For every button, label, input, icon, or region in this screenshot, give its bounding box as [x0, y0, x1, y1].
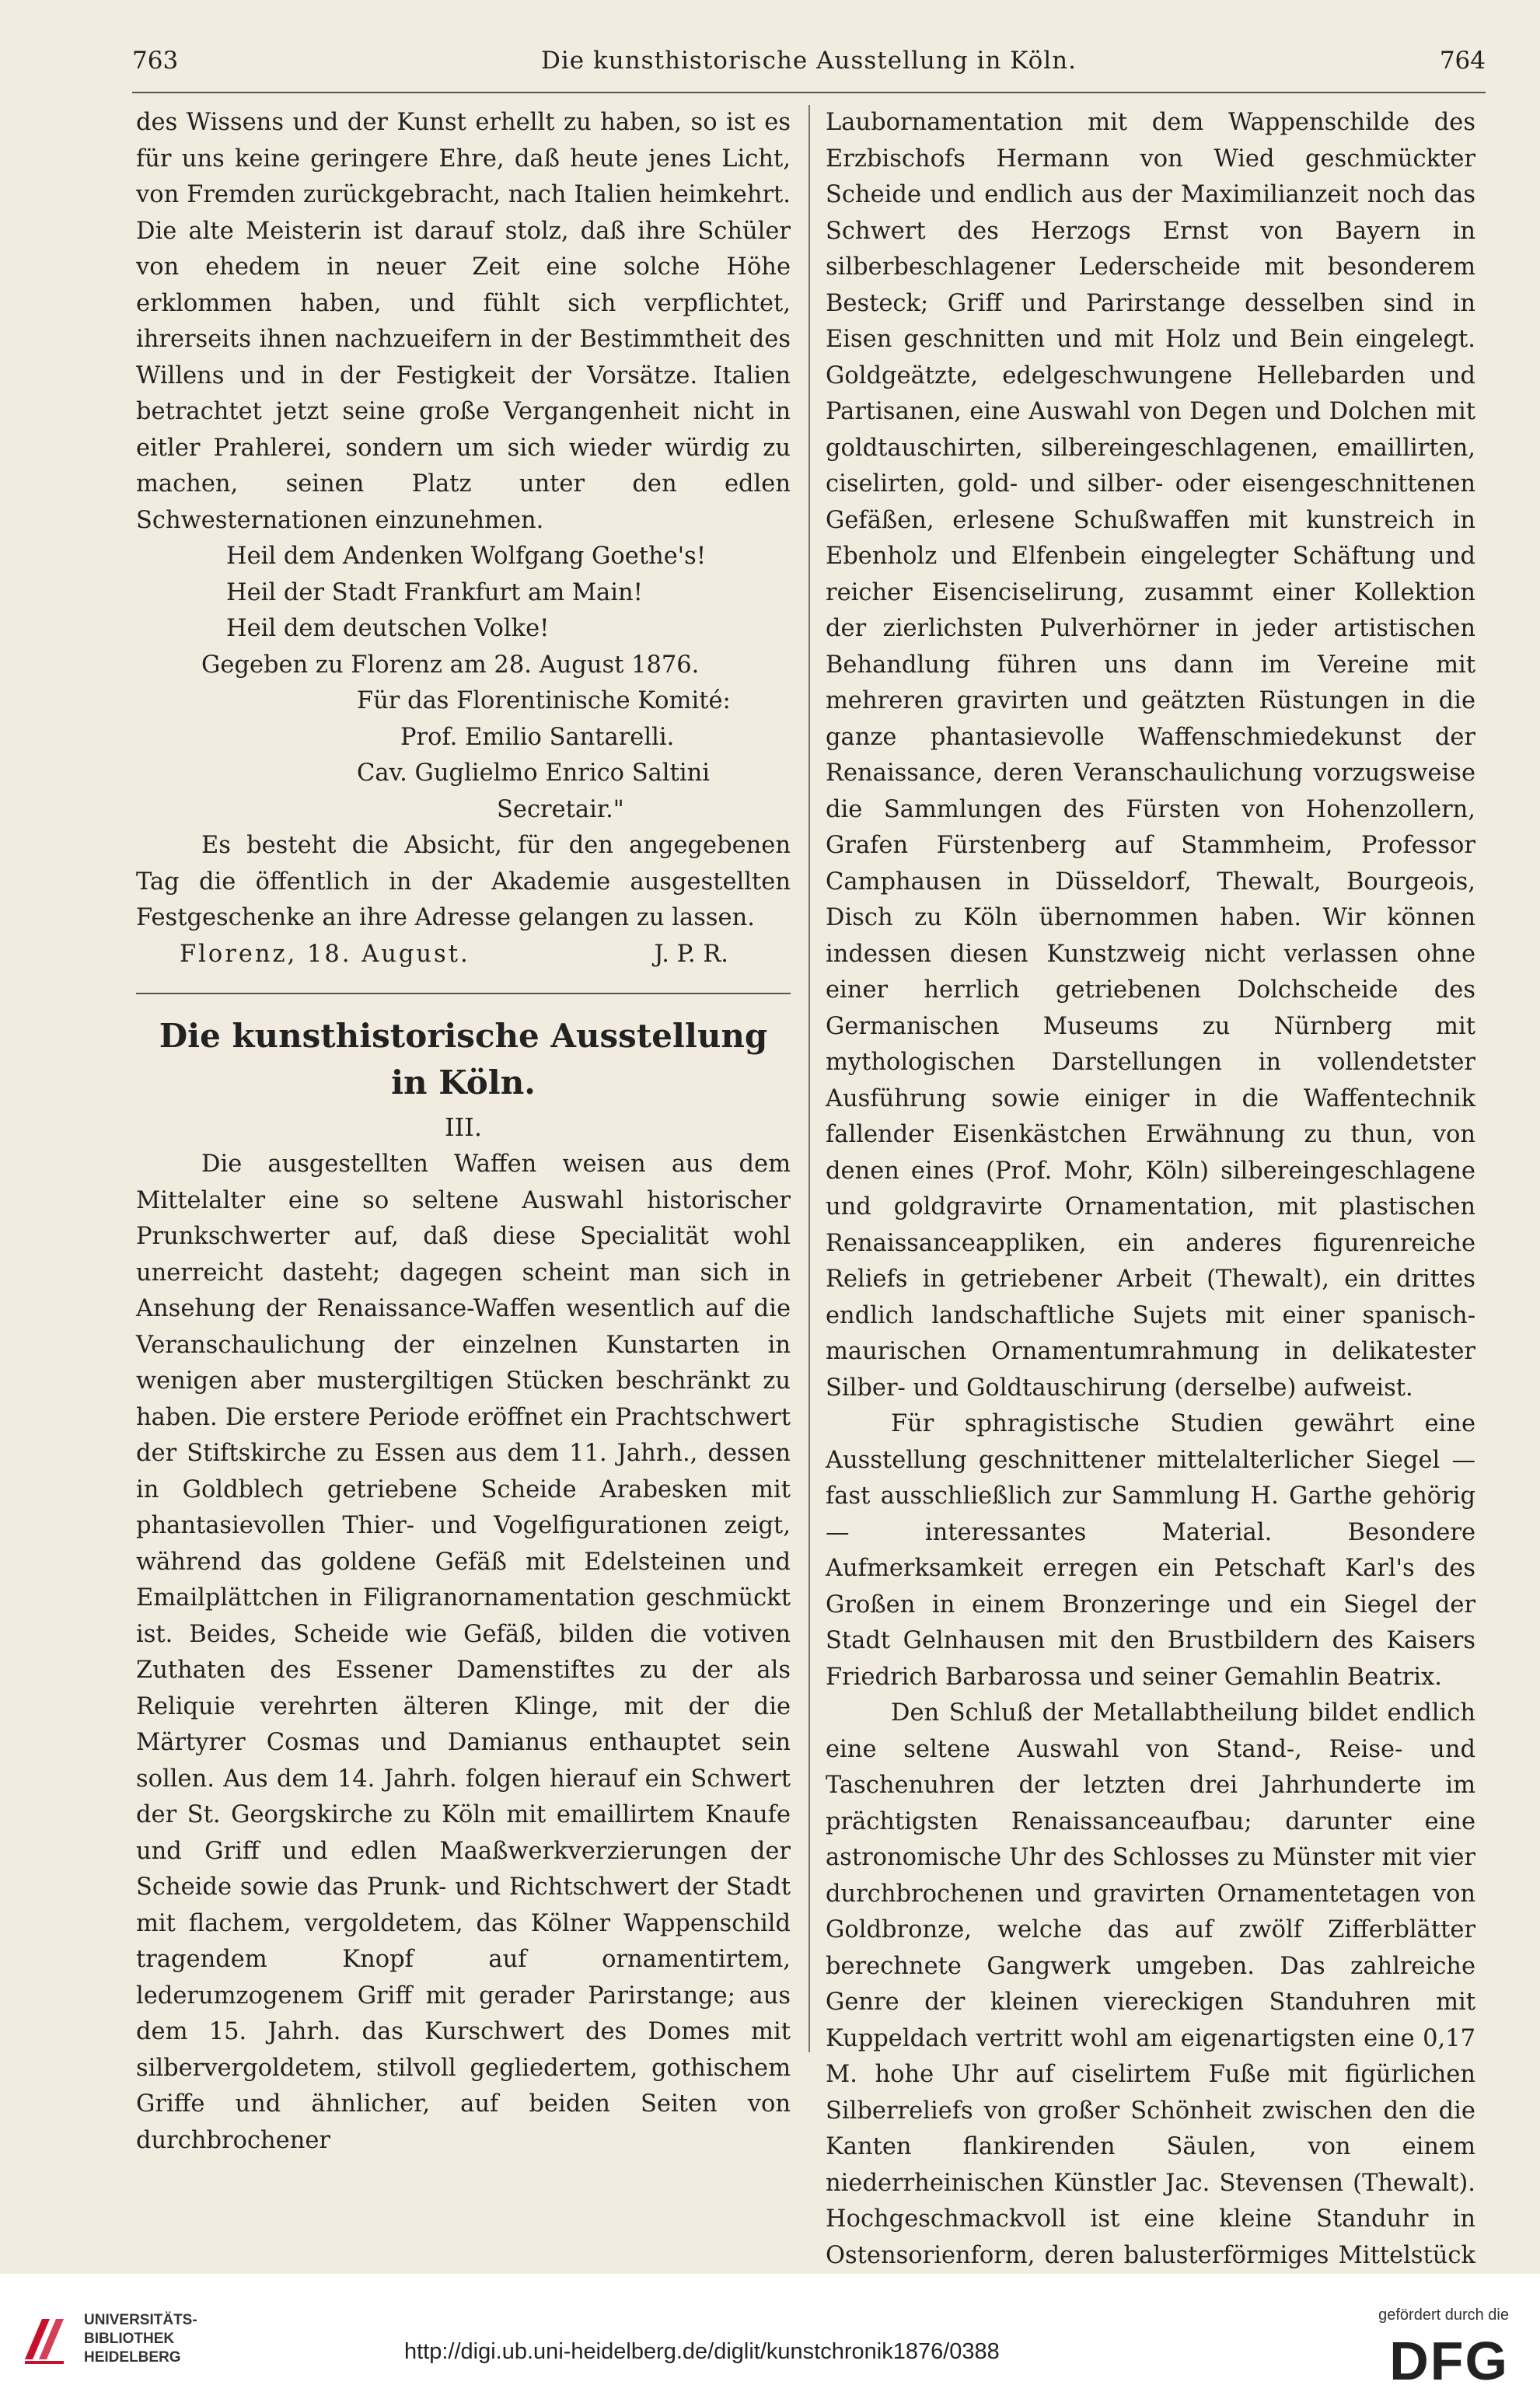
- page-number-left: 763: [132, 47, 179, 75]
- signatory-3: Cav. Guglielmo Enrico Saltini: [357, 760, 710, 787]
- funded-by-label: gefördert durch die: [1378, 2306, 1509, 2324]
- running-title: Die kunsthistorische Ausstellung in Köln.: [540, 47, 1077, 75]
- page-number-right: 764: [1439, 47, 1486, 75]
- closing-paragraph: Es besteht die Absicht, für den angegebenen Tag die öffentlich in der Akademie ausgestellten Festgeschenke an ihre Adresse gelangen zu lassen.: [136, 832, 791, 931]
- salutation-1: Heil dem Andenken Wolfgang Goethe's!: [226, 543, 707, 570]
- initials: J. P. R.: [654, 940, 728, 968]
- header-rule: [132, 92, 1486, 93]
- left-column: [136, 105, 791, 2159]
- signatory-4: Secretair.": [497, 795, 624, 823]
- library-line-3: HEIDELBERG: [84, 2349, 181, 2366]
- university-library-logo-icon: [19, 2313, 73, 2367]
- signatory-2: Prof. Emilio Santarelli.: [400, 723, 675, 751]
- salutation-2: Heil der Stadt Frankfurt am Main!: [226, 578, 643, 606]
- footer-bar: [0, 2274, 1540, 2406]
- place-date: Florenz, 18. August.: [180, 940, 470, 968]
- dateline: Gegeben zu Florenz am 28. August 1876.: [201, 651, 700, 679]
- section-title: Die kunsthistorische Ausstellung in Köln.: [159, 1017, 768, 1102]
- right-paragraph-2: Für sphragistische Studien gewährt eine Ausstellung geschnittener mittelalterlicher Siegel — fast ausschließlich zur Sammlung H. Garthe gehörig — interessantes Material. Besondere Aufmerksamkeit erregen ein Petschaft Karl's des Großen in einem Bronzeringe und ein Siegel der Stadt Gelnhausen mit den Brustbildern des Kaisers Friedrich Barbarossa und seiner Gemahlin Beatrix.: [826, 1410, 1475, 1691]
- right-paragraph-3: Den Schluß der Metallabtheilung bildet endlich eine seltene Auswahl von Stand-, Reise- und Taschenuhren der letzten drei Jahrhunderte im prächtigsten Renaissanceaufbau; darunter eine astronomische Uhr des Schlosses zu Münster mit vier durchbrochenen und gravirten Ornamentetagen von Goldbronze, welche das auf zwölf Zifferblätter berechnete Gangwerk umgeben. Das zahlreiche Genre der kleinen viereckigen Standuhren mit Kuppeldach vertritt wohl am eigenartigsten eine 0,17 M. hohe Uhr auf ciselirtem Fuße mit figürlichen Silberreliefs von großer Schönheit zwischen den die Kanten flankirenden Säulen, von einem niederrheinischen Künstler Jac. Stevensen (Thewalt). Hochgeschmackvoll ist eine kleine Standuhr in Ostensorienform, deren balusterförmiges Mittelstück: [826, 1699, 1475, 2269]
- page-header: [132, 37, 1486, 84]
- signatory-1: Für das Florentinische Komité:: [357, 687, 731, 714]
- library-name: [84, 2311, 197, 2367]
- right-column: [826, 105, 1475, 2310]
- column-divider: [808, 105, 810, 2052]
- section-rule: [136, 993, 791, 994]
- intro-paragraph: des Wissens und der Kunst erhellt zu haben, so ist es für uns keine geringere Ehre, daß heute jenes Licht, von Fremden zurückgebracht, nach Italien heimkehrt. Die alte Meisterin ist darauf stolz, daß ihre Schüler von ehedem in neuer Zeit eine solche Höhe erklommen haben, und fühlt sich verpflichtet, ihrerseits ihnen nachzueifern in der Bestimmtheit des Willens und in der Festigkeit der Vorsätze. Italien betrachtet jetzt seine große Vergangenheit nicht in eitler Prahlerei, sondern um sich wieder würdig zu machen, seinen Platz unter den edlen Schwesternationen einzunehmen.: [136, 109, 791, 534]
- salutation-3: Heil dem deutschen Volke!: [226, 615, 550, 642]
- library-line-1: UNIVERSITÄTS-: [84, 2312, 197, 2328]
- place-date-row: [136, 937, 791, 973]
- source-url-link[interactable]: http://digi.ub.uni-heidelberg.de/diglit/kunstchronik1876/0388: [404, 2339, 1000, 2364]
- section-paragraph: Die ausgestellten Waffen weisen aus dem Mittelalter eine so seltene Auswahl historischer Prunkschwerter auf, daß diese Specialität wohl unerreicht dasteht; dagegen scheint man sich in Ansehung der Renaissance-Waffen wesentlich auf die Veranschaulichung der einzelnen Kunstarten in wenigen aber mustergiltigen Stücken beschränkt zu haben. Die erstere Periode eröffnet ein Prachtschwert der Stiftskirche zu Essen aus dem 11. Jahrh., dessen in Goldblech getriebene Scheide Arabesken mit phantasievollen Thier- und Vogelfigurationen zeigt, während das goldene Gefäß mit Edelsteinen und Emailplättchen in Filigranornamentation geschmückt ist. Beides, Scheide wie Gefäß, bilden die votiven Zuthaten des Essener Damenstiftes zu der als Reliquie verehrten älteren Klinge, mit der die Märtyrer Cosmas und Damianus enthauptet sein sollen. Aus dem 14. Jahrh. folgen hierauf ein Schwert der St. Georgskirche zu Köln mit emaillirtem Knaufe und Griff und edlen Maaßwerkverzierungen der Scheide sowie das Prunk- und Richtschwert der Stadt mit flachem, vergoldetem, das Kölner Wappenschild tragendem Knopf auf ornamentirtem, lederumzogenem Griff mit gerader Parirstange; aus dem 15. Jahrh. das Kurschwert des Domes mit silbervergoldetem, stilvoll gegliedertem, gothischem Griffe und ähnlicher, auf beiden Seiten von durchbrochener: [136, 1151, 791, 2154]
- right-paragraph-1: Laubornamentation mit dem Wappenschilde des Erzbischofs Hermann von Wied geschmückter Scheide und endlich aus der Maximilianzeit noch das Schwert des Herzogs Ernst von Bayern in silberbeschlagener Lederscheide mit besonderem Besteck; Griff und Parirstange desselben sind in Eisen geschnitten und mit Holz und Bein eingelegt. Goldgeätzte, edelgeschwungene Hellebarden und Partisanen, eine Auswahl von Degen und Dolchen mit goldtauschirten, silbereingeschlagenen, emaillirten, ciselirten, gold- und silber- oder eisengeschnittenen Gefäßen, erlesene Schußwaffen mit kunstreich in Ebenholz und Elfenbein eingelegter Schäftung und reicher Eisenciselirung, zusammt einer Kollektion der zierlichsten Pulverhörner in jeder artistischen Behandlung führen uns dann im Vereine mit mehreren gravirten und geätzten Rüstungen in die ganze phantasievolle Waffenschmiedekunst der Renaissance, deren Veranschaulichung vorzugsweise die Sammlungen des Fürsten von Hohenzollern, Grafen Fürstenberg auf Stammheim, Professor Camphausen in Düsseldorf, Thewalt, Bourgeois, Disch zu Köln übernommen haben. Wir können indessen diesen Kunstzweig nicht verlassen ohne einer herrlich getriebenen Dolchscheide des Germanischen Museums zu Nürnberg mit mythologischen Darstellungen in vollendetster Ausführung sowie einiger in die Waffentechnik fallender Eisenkästchen Erwähnung zu thun, von denen eines (Prof. Mohr, Köln) silbereingeschlagene und goldgravirte Ornamentation, mit plastischen Renaissanceappliken, ein anderes figurenreiche Reliefs in getriebener Arbeit (Thewalt), ein drittes endlich landschaftliche Sujets mit einer spanisch-maurischen Ornamentumrahmung in delikatester Silber- und Goldtauschirung (derselbe) aufweist.: [826, 109, 1475, 1402]
- section-number: III.: [444, 1112, 483, 1142]
- dfg-logo: DFG: [1389, 2331, 1509, 2391]
- library-line-2: BIBLIOTHEK: [84, 2331, 175, 2347]
